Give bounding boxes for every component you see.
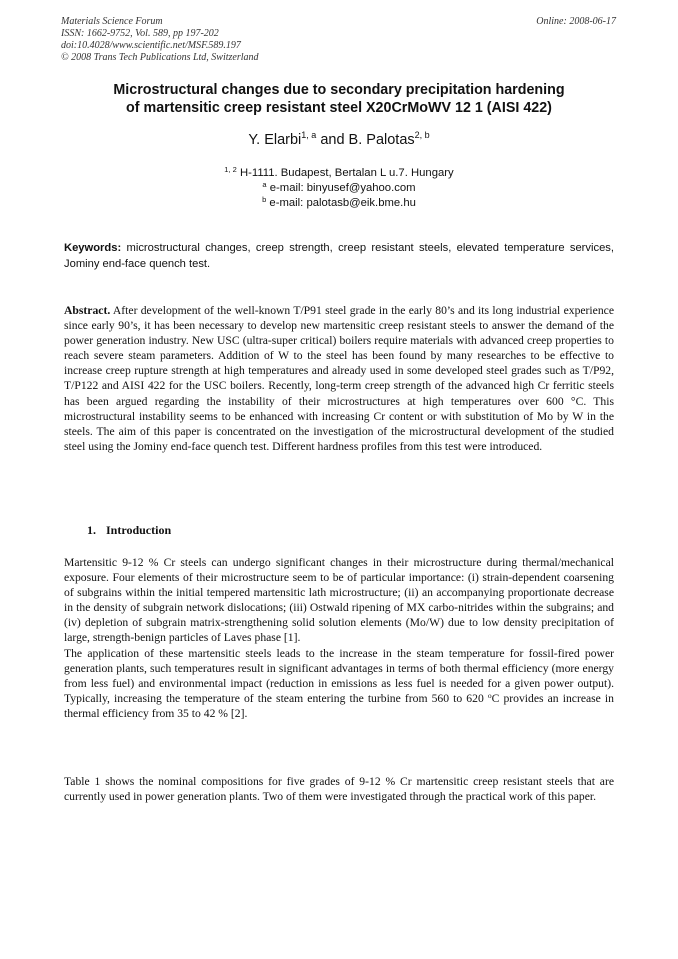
intro-paragraph-3: Table 1 shows the nominal compositions for five grades of 9-12 % Cr martensitic creep resistant steels that are currently used in power generation plants. Two of them were investigated through the practical work of this paper. — [64, 775, 614, 804]
abstract-text: After development of the well-known T/P91 steel grade in the early 80’s and its long industrial experience since early 90’s, it has been necessary to develop new martensitic creep resistant steels to answer the demand of the power generation industry. New USC (ultra-super critical) boilers require materials with advanced creep properties to reach severe steam parameters. Addition of W to the steel has been found by many researches to be effective to increase creep rupture strength at high temperatures and already used in some developed steel grades such as T/P92, T/P122 and AISI 422 for the USC boilers. Recently, long-term creep strength of the advanced high Cr ferritic steels has been argued regarding the instability of their microstructures at high temperatures over 600 °C. This microstructural instability seems to be enhanced with increasing Cr content or with substitution of Mo by W in the steels. The aim of this paper is concentrated on the investigation of the microstructural development of the studied steel using the Jominy end-face quench test. Different hardness profiles from this test were introduced. — [64, 304, 614, 453]
intro-paragraph-2 — [64, 646, 614, 721]
author-1-affil: 1, a — [301, 130, 317, 140]
introduction-body — [64, 555, 614, 721]
affiliation-address: H-1111. Budapest, Bertalan L u.7. Hungary — [239, 167, 454, 179]
introduction-body-continued — [64, 774, 614, 804]
abstract-section — [64, 303, 614, 454]
email-b-sup: b — [262, 195, 267, 204]
journal-doi: doi:10.4028/www.scientific.net/MSF.589.197 — [61, 40, 241, 51]
paper-title — [64, 81, 614, 117]
email-a-sup: a — [262, 180, 267, 189]
address-sup: 1, 2 — [224, 165, 237, 174]
author-list — [64, 131, 614, 149]
paper-title-line-2: of martensitic creep resistant steel X20CrMoWV 12 1 (AISI 422) — [126, 100, 552, 116]
journal-header — [61, 16, 259, 64]
intro-paragraph-2-text-b: C provides an increase in thermal efficiency from 35 to 42 % [2]. — [64, 691, 614, 720]
affiliation-address-row — [64, 166, 614, 181]
paper-title-line-1: Microstructural changes due to secondary precipitation hardening — [113, 82, 565, 98]
degree-superscript: o — [487, 690, 492, 700]
online-date: Online: 2008-06-17 — [536, 16, 616, 27]
section-number: 1. — [87, 523, 96, 537]
author-2-affil: 2, b — [414, 130, 430, 140]
keywords-section — [64, 240, 614, 272]
abstract-label: Abstract. — [64, 304, 111, 317]
email-b-row — [64, 196, 614, 211]
intro-paragraph-2-text-a: The application of these martensitic steels leads to the increase in the steam temperature for fossil-fired power generation plants, such temperatures result in significant advantages in terms of both thermal efficiency (more energy from less fuel) and environmental impact (reduction in emissions as less fuel is needed for a given power output). Typically, increasing the temperature of the steam entering the turbine from 560 to 620 — [64, 646, 614, 705]
author-conjunction: and — [320, 132, 345, 148]
author-1: Y. Elarbi — [248, 132, 302, 148]
section-title: Introduction — [106, 523, 172, 537]
journal-name: Materials Science Forum — [61, 16, 163, 27]
intro-paragraph-1: Martensitic 9-12 % Cr steels can undergo significant changes in their microstructure during thermal/mechanical exposure. Four elements of their microstructure seem to be of particular importance: (i) strain-dependent coarsening of subgrains within the initial tempered martensitic lath microstructure; (ii) an accompanying proportionate decrease in the density of subgrain network dislocations; (iii) Ostwald ripening of MX carbo-nitrides within the subgrains; and (iv) depletion of subgrain matrix-strengthening solid solution elements (Mo/W) due to low density precipitation of large, strength-benign particles of Laves phase [1]. — [64, 556, 614, 645]
email-b: e-mail: palotasb@eik.bme.hu — [269, 197, 416, 209]
author-2: B. Palotas — [348, 132, 415, 148]
email-a-row — [64, 181, 614, 196]
section-heading-introduction — [87, 523, 171, 538]
keywords-text: microstructural changes, creep strength, creep resistant steels, elevated temperature services, Jominy end-face quench test. — [64, 242, 615, 270]
journal-copyright: © 2008 Trans Tech Publications Ltd, Switzerland — [61, 52, 259, 63]
affiliations — [64, 166, 614, 211]
email-a: e-mail: binyusef@yahoo.com — [269, 182, 416, 194]
journal-issn: ISSN: 1662-9752, Vol. 589, pp 197-202 — [61, 28, 219, 39]
keywords-label: Keywords: — [64, 242, 122, 254]
